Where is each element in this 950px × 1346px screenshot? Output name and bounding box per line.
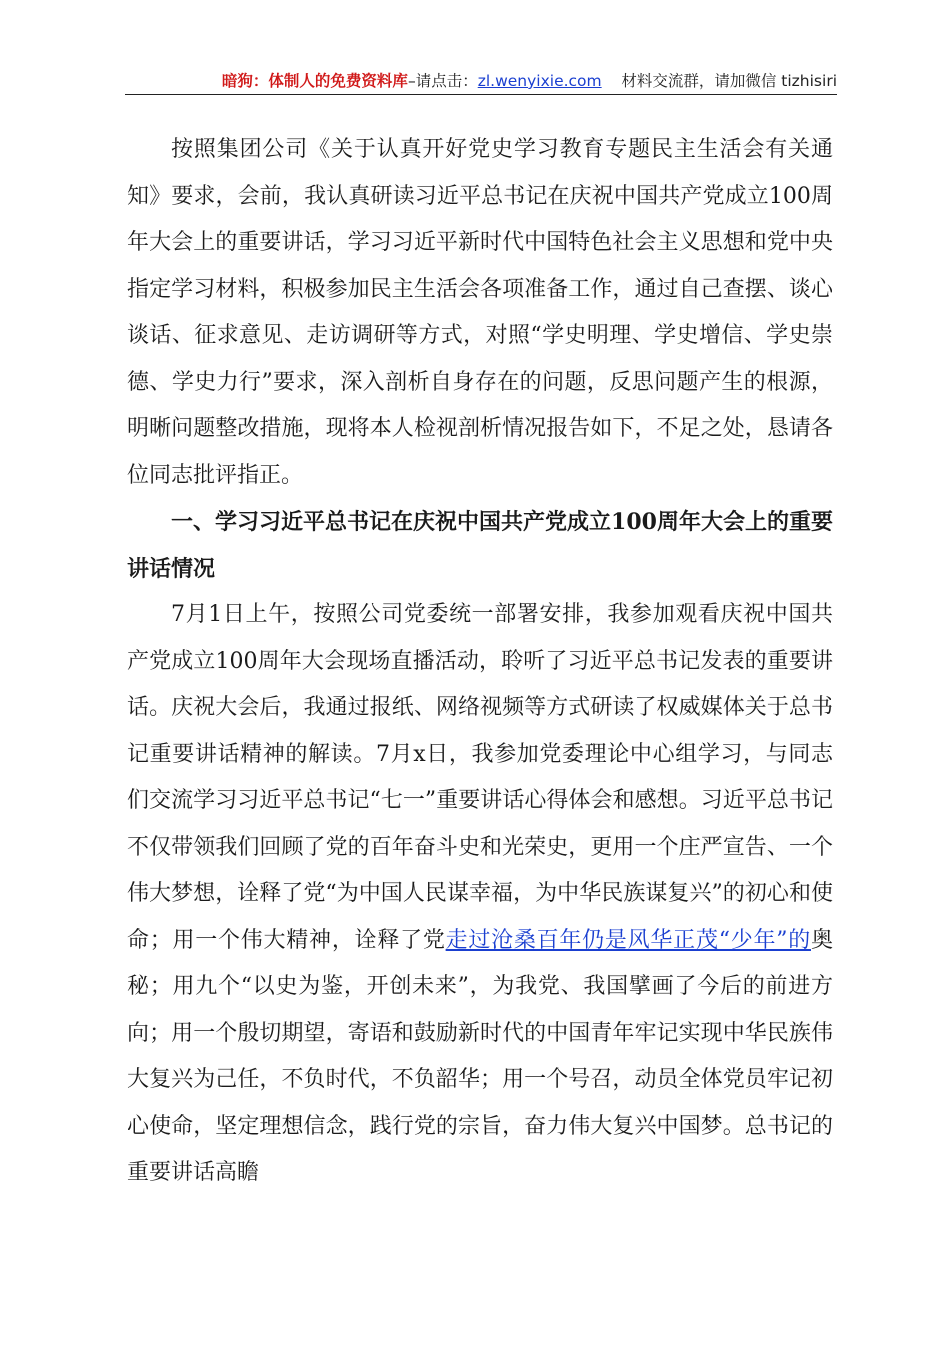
intro-paragraph: 按照集团公司《关于认真开好党史学习教育专题民主生活会有关通知》要求，会前，我认真研读习近平总书记在庆祝中国共产党成立100周年大会上的重要讲话，学习习近平新时代中国特色社会主义思想和党中央指定学习材料，积极参加民主生活会各项准备工作，通过自己查摆、谈心谈话、征求意见、走访调研等方式，对照“学史明理、学史增信、学史崇德、学史力行”要求，深入剖析自身存在的问题，反思问题产生的根源，明晰问题整改措施，现将本人检视剖析情况报告如下，不足之处，恳请各位同志批评指正。 xyxy=(127,137,833,488)
section-heading-1: 一、学习习近平总书记在庆祝中国共产党成立100周年大会上的重要讲话情况 xyxy=(127,509,833,582)
inline-hyperlink[interactable]: 走过沧桑百年仍是风华正茂“少年”的 xyxy=(445,927,811,953)
header-contact: 材料交流群，请加微信 tizhisiri xyxy=(621,72,837,90)
page-header xyxy=(125,68,837,95)
document-body xyxy=(127,127,833,1197)
section-1-text-a: 7月1日上午，按照公司党委统一部署安排，我参加观看庆祝中国共产党成立100周年大会现场直播活动，聆听了习近平总书记发表的重要讲话。庆祝大会后，我通过报纸、网络视频等方式研读了权威媒体关于总书记重要讲话精神的解读。7月x日，我参加党委理论中心组学习，与同志们交流学习习近平总书记“七一”重要讲话心得体会和感想。习近平总书记不仅带领我们回顾了党的百年奋斗史和光荣史，更用一个庄严宣告、一个伟大梦想，诠释了党“为中国人民谋幸福，为中华民族谋复兴”的初心和使命；用一个伟大精神，诠释了党 xyxy=(127,602,833,953)
header-site-name: 暗狗：体制人的免费资料库 xyxy=(221,72,408,90)
section-1-text-b: 奥秘；用九个“以史为鉴，开创未来”，为我党、我国擘画了今后的前进方向；用一个殷切期望，寄语和鼓励新时代的中国青年牢记实现中华民族伟大复兴为己任，不负时代，不负韶华；用一个号召，动员全体党员牢记初心使命，坚定理想信念，践行党的宗旨，奋力伟大复兴中国梦。总书记的重要讲话高瞻 xyxy=(127,927,833,1185)
section-1-paragraph xyxy=(127,592,833,1197)
header-url-link[interactable]: zl.wenyixie.com xyxy=(477,72,602,90)
header-click-prefix: –请点击： xyxy=(407,72,478,90)
